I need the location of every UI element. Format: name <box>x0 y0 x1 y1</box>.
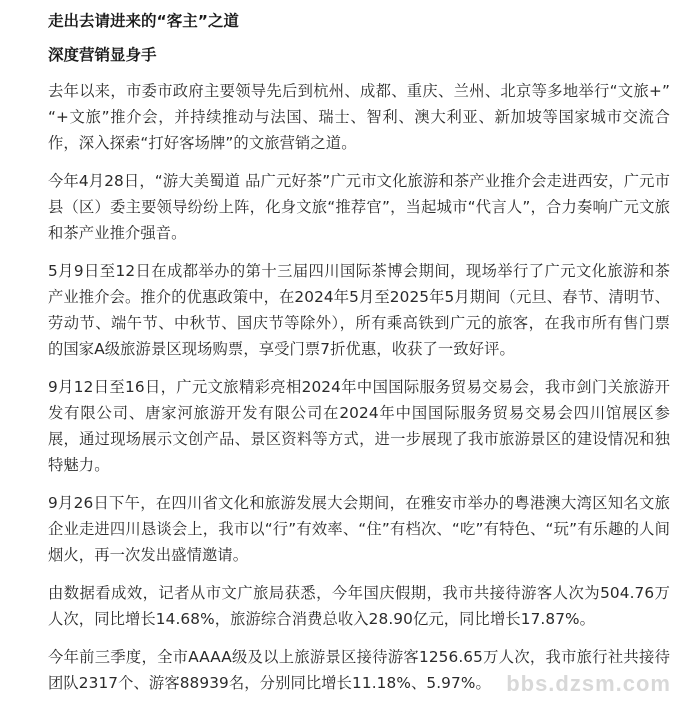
article-subtitle: 深度营销显身手 <box>48 46 157 64</box>
article-title: 走出去请进来的“客主”之道 <box>48 12 239 30</box>
paragraph: 今年前三季度，全市AAAA级及以上旅游景区接待游客1256.65万人次，我市旅行社共接待团队2317个、游客88939名，分别同比增长11.18%、5.97%。 <box>48 648 670 692</box>
paragraph: 去年以来，市委市政府主要领导先后到杭州、成都、重庆、兰州、北京等多地举行“文旅+” “+文旅”推介会，并持续推动与法国、瑞士、智利、澳大利亚、新加坡等国家城市交流合作，深入探索“打好客场牌”的文旅营销之道。 <box>48 82 670 152</box>
article <box>48 10 670 708</box>
site-watermark: bbs.dzsm.com <box>506 671 671 696</box>
paragraph: 今年4月28日，“游大美蜀道 品广元好茶”广元市文化旅游和茶产业推介会走进西安，广元市县（区）委主要领导纷纷上阵，化身文旅“推荐官”，当起城市“代言人”，合力奏响广元文旅和茶产业推介强音。 <box>48 172 670 242</box>
paragraph: 9月12日至16日，广元文旅精彩亮相2024年中国国际服务贸易交易会，我市剑门关旅游开发有限公司、唐家河旅游开发有限公司在2024年中国国际服务贸易交易会四川馆展区参展，通过现场展示文创产品、景区资料等方式，进一步展现了我市旅游景区的建设情况和独特魅力。 <box>48 378 670 474</box>
paragraph: 由数据看成效，记者从市文广旅局获悉，今年国庆假期，我市共接待游客人次为504.76万人次，同比增长14.68%，旅游综合消费总收入28.90亿元，同比增长17.87%。 <box>48 584 670 628</box>
paragraph: 5月9日至12日在成都举办的第十三届四川国际茶博会期间，现场举行了广元文化旅游和茶产业推介会。推介的优惠政策中，在2024年5月至2025年5月期间（元旦、春节、清明节、劳动节、端午节、中秋节、国庆节等除外），所有乘高铁到广元的旅客，在我市所有售门票的国家A级旅游景区现场购票，享受门票7折优惠，收获了一致好评。 <box>48 262 670 358</box>
paragraph: 9月26日下午，在四川省文化和旅游发展大会期间，在雅安市举办的粤港澳大湾区知名文旅企业走进四川恳谈会上，我市以“行”有效率、“住”有档次、“吃”有特色、“玩”有乐趣的人间烟火，再一次发出盛情邀请。 <box>48 494 670 564</box>
